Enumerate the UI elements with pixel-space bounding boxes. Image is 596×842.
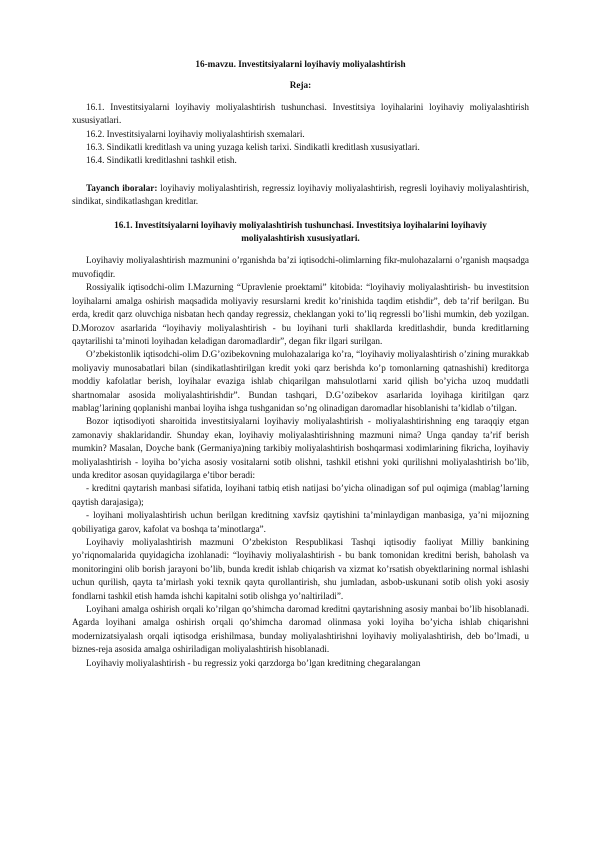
body-paragraph: Loyihaviy moliyalashtirish mazmuni O’zbekiston Respublikasi Tashqi iqtisodiy faoliyat Milliy bankining yo’riqnomalarida quyidagicha izohlanadi: “loyihaviy moliyalashtirish - bu bank tomonidan kreditni berish, baholash va monitoringini olib borish jarayoni bo’lib, bunda kredit ishlab chiqarish va xizmat ko’rsatish obyektlarining normal ishlashi uchun qurilish, qayta ta’mirlash yoki texnik qayta qurollantirish, shu jumladan, asbob-uskunani sotib olish yoki asosiy fondlarni tashkil etish hamda ishchi kapitalni sotib olishga yo’naltiriladi”. (72, 537, 529, 601)
keywords-text: loyihaviy moliyalashtirish, regressiz loyihaviy moliyalashtirish, regresli loyihaviy moliyalashtirish, sindikat, sindikatlashgan kreditlar. (72, 182, 529, 207)
plan-item: 16.3. Sindikatli kreditlash va uning yuzaga kelish tarixi. Sindikatli kreditlash xususiyatlari. (86, 142, 420, 153)
plan-item: 16.2. Investitsiyalarni loyihaviy moliyalashtirish sxemalari. (86, 128, 305, 139)
body-paragraph: - loyihani moliyalashtirish uchun berilgan kreditning xavfsiz qaytishini ta’minlaydigan manbasiga, ya’ni mijozning qobiliyatiga garov, kafolat va boshqa ta’minotlarga”. (72, 510, 529, 534)
plan-list (72, 101, 529, 168)
body-paragraph: Loyihani amalga oshirish orqali ko’rilgan qo’shimcha daromad kreditni qaytarishning asosiy manbai bo’lib hisoblanadi. Agarda loyihani amalga oshirish orqali qo’shimcha daromad olinmasa yoki loyiha bo’yicha ishlab chiqarishni modernizatsiyalash orqali iqtisodga erishilmasa, bunday moliyalashtirishni loyihaviy moliyalashtirish, deb bo’lmadi, u biznes-reja asosida amalga oshiriladigan moliyalashtirish hisoblanadi. (72, 604, 529, 655)
plan-item: 16.1. Investitsiyalarni loyihaviy moliyalashtirish tushunchasi. Investitsiya loyihalarini loyihaviy moliyalashtirish xususiyatlari. (72, 101, 529, 126)
body-paragraph: O’zbekistonlik iqtisodchi-olim D.G’ozibekovning mulohazalariga ko’ra, “loyihaviy moliyalashtirish o’zining murakkab moliyaviy munosabatlari bilan (sindikatlashtirilgan kredit yoki qarz berishda ko’p tomonlarning qatnashishi) kreditorga moddiy kafolatlar berish, loyihalar evaziga ishlab chiqarilgan mahsulotlarni xarid qilish bo’yicha uzoq muddatli shartnomalar asosida moliyalashtirishdir”. Bundan tashqari, D.G’ozibekov asarlarida loyihaga kiritilgan qarz mablag’larining qoplanishi manbai loyiha ishga tushganidan so’ng olinadigan daromadlar hisoblanishi ta’kidlab o’tilgan. (72, 349, 529, 413)
body-paragraph: Bozor iqtisodiyoti sharoitida investitsiyalarni loyihaviy moliyalashtirish - moliyalashtirishning eng taraqqiy etgan zamonaviy shaklaridandir. Shunday ekan, loyihaviy moliyalashtirishning mazmuni nima? Unga qanday ta’rif berish mumkin? Masalan, Doyche bank (Germaniya)ning tarkibiy moliyalashtirish boshqarmasi xodimlarining fikricha, loyihaviy moliyalashtirish - loyiha bo’yicha asosiy vositalarni sotib olishni, tashkil etishni yoki qurilishni moliyalashtirish bo’lib, unda kreditor asosan quyidagilarga e’tibor beradi: (72, 416, 529, 480)
keywords-label: Tayanch iboralar: (86, 182, 158, 193)
body-text (72, 254, 529, 670)
body-paragraph: Loyihaviy moliyalashtirish mazmunini o’rganishda ba’zi iqtisodchi-olimlarning fikr-mulohazalarni o’rganish maqsadga muvofiqdir. (72, 255, 529, 279)
body-paragraph: Loyihaviy moliyalashtirish - bu regressiz yoki qarzdorga bo’lgan kreditning chegaralangan (86, 657, 421, 668)
plan-heading: Reja: (289, 80, 312, 91)
document-title: 16-mavzu. Investitsiyalarni loyihaviy moliyalashtirish (195, 59, 406, 69)
section-heading: 16.1. Investitsiyalarni loyihaviy moliyalashtirish tushunchasi. Investitsiya loyihalarini loyihaviy moliyalashtirish xususiyatlari. (114, 219, 487, 244)
body-paragraph: - kreditni qaytarish manbasi sifatida, loyihani tatbiq etish natijasi bo’yicha olinadigan sof pul oqimiga (mablag’larning qaytish darajasiga); (72, 483, 529, 507)
plan-item: 16.4. Sindikatli kreditlashni tashkil etish. (86, 155, 237, 166)
keywords-paragraph (72, 182, 529, 209)
body-paragraph: Rossiyalik iqtisodchi-olim I.Mazurning “Upravlenie proektami” kitobida: “loyihaviy moliyalashtirish- bu investitsion loyihalarni amalga oshirish maqsadida moliyaviy resurslarni kredit ko’rinishida taqdim etishdir”, deb ta’rif berilgan. Bu erda, kredit qarz oluvchiga nisbatan hech qanday regressiz, cheklangan yoki to’liq regressli bo’lishi mumkin, deb yozilgan. D.Morozov asarlarida “loyihaviy moliyalashtirish - bu loyihani turli shakllarda kreditlashdir, bunda kreditlarning qaytarilishi ta’minoti loyihadan keladigan daromadlardir”, degan fikr ilgari surilgan. (72, 282, 529, 346)
